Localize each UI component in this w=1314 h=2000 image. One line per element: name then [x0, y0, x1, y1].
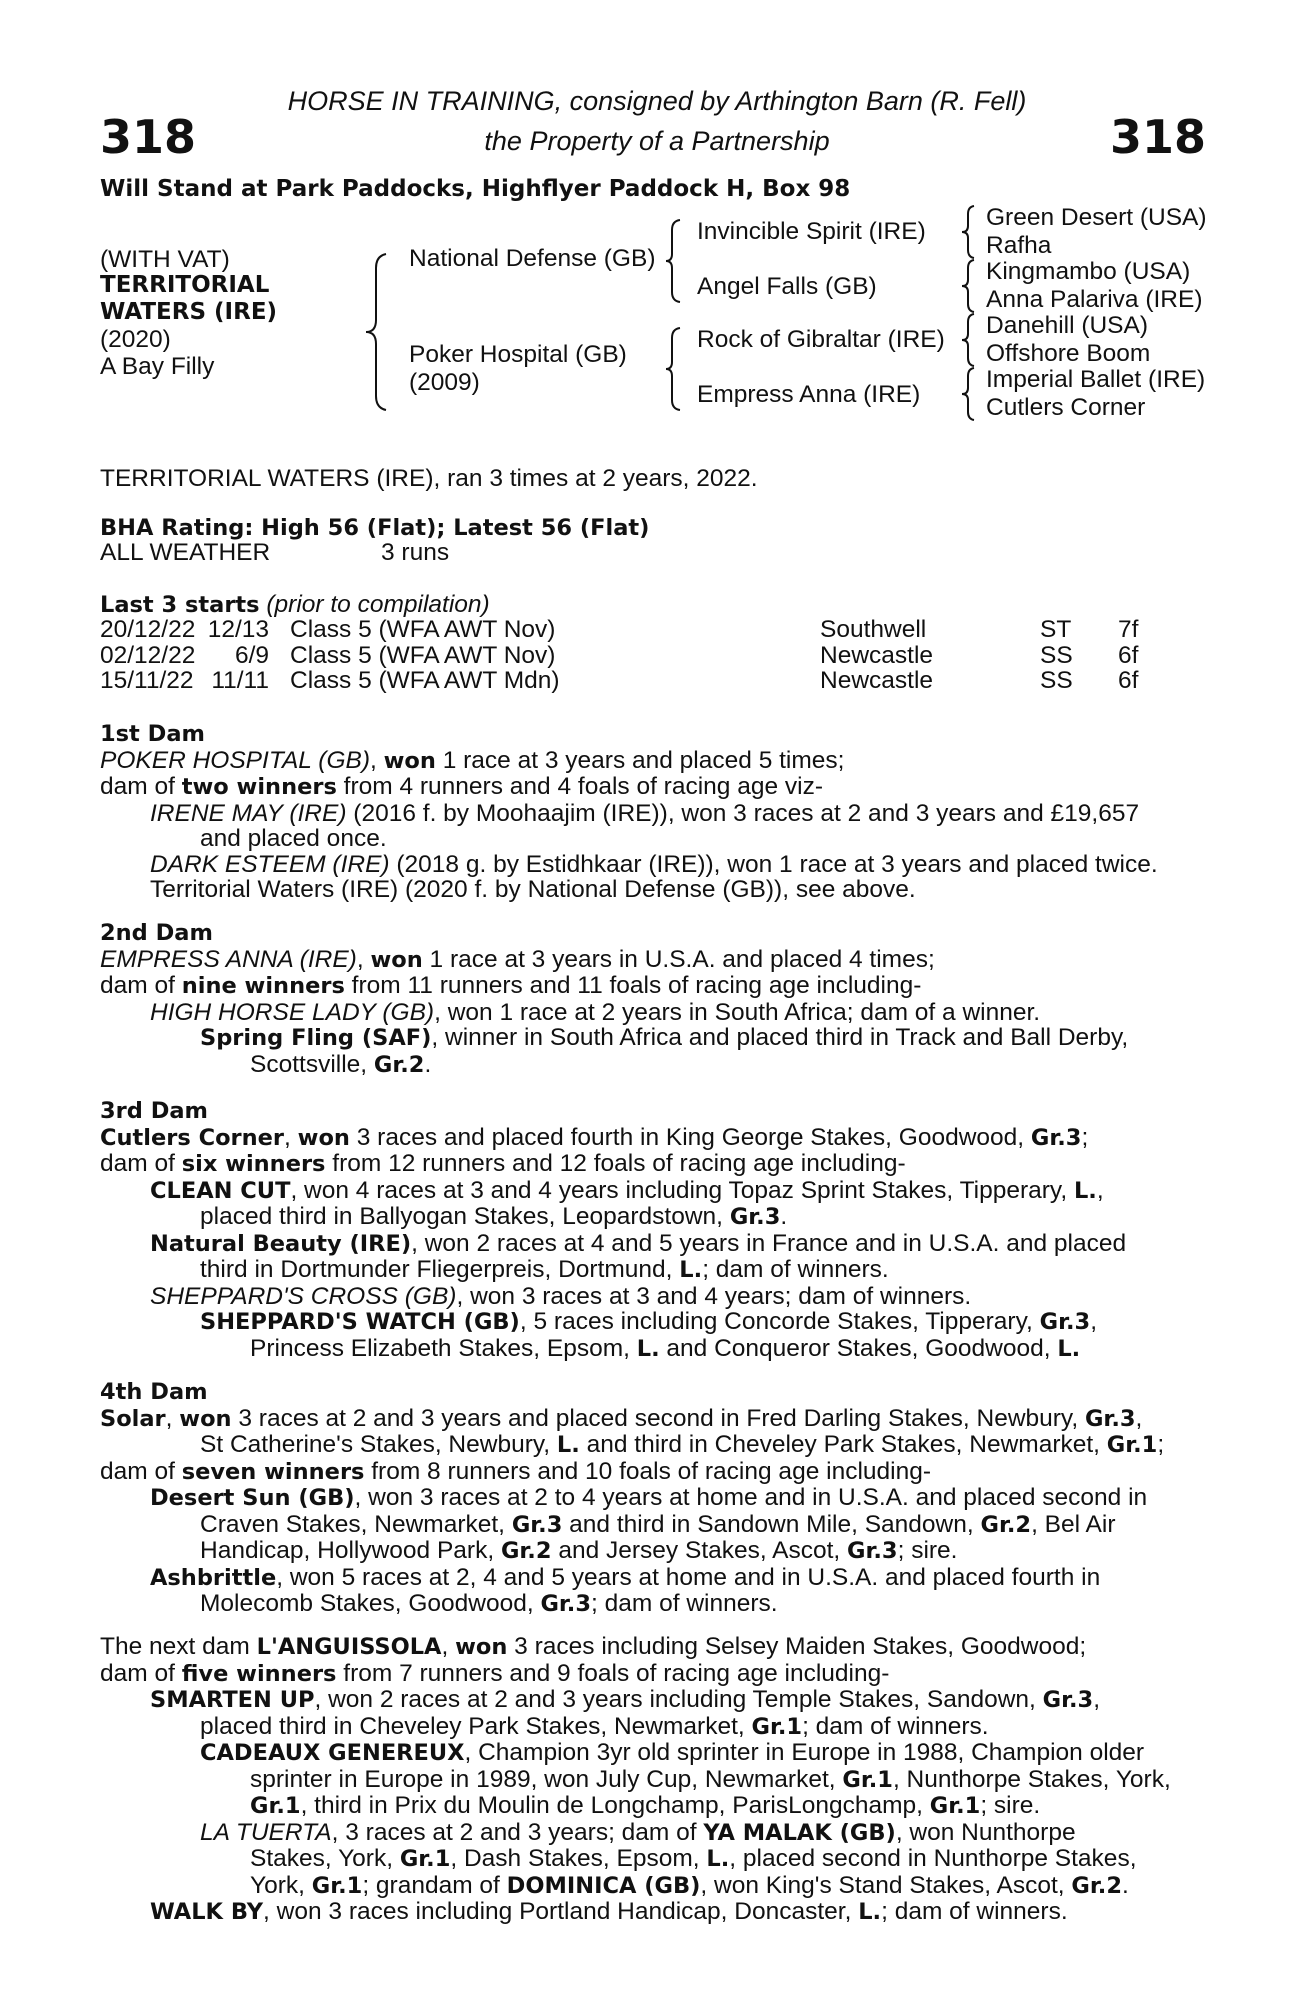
text-line	[100, 1025, 1210, 1052]
start-course: Newcastle	[820, 667, 934, 694]
text-segment: ,	[1135, 1404, 1143, 1432]
text-line	[100, 877, 1210, 903]
text-segment: Gr.1	[842, 1766, 893, 1793]
horse-name-2: WATERS (IRE)	[100, 299, 278, 325]
text-segment: DOMINICA (GB)	[506, 1872, 701, 1899]
text-segment: six winners	[181, 1151, 326, 1177]
pedigree-brace-ds	[960, 312, 978, 368]
text-segment: five winners	[181, 1660, 337, 1687]
text-segment: Gr.1	[1106, 1432, 1158, 1458]
horse-description: A Bay Filly	[100, 353, 215, 380]
pedigree-ssd: Rafha	[986, 232, 1052, 259]
text-segment: Solar	[100, 1405, 166, 1432]
section-title: 4th Dam	[100, 1379, 208, 1405]
text-segment: Handicap, Hollywood Park,	[200, 1537, 501, 1564]
pedigree-dsd: Offshore Boom	[986, 340, 1151, 367]
pedigree-sire-dam: Angel Falls (GB)	[697, 273, 877, 300]
text-segment: DARK ESTEEM (IRE)	[150, 850, 390, 878]
text-segment: won	[297, 1124, 350, 1151]
text-segment: (2016 f. by Moohaajim (IRE)), won 3 races at 2 and 3 years and £19,657	[346, 799, 1140, 827]
pedigree-brace-dam	[664, 326, 684, 412]
text-segment: Gr.3	[540, 1591, 592, 1617]
pedigree-sdd: Anna Palariva (IRE)	[986, 286, 1203, 313]
text-segment: IRENE MAY (IRE)	[150, 799, 347, 827]
text-segment: ;	[1157, 1431, 1165, 1458]
text-segment: 3 races and placed fourth in King George Stakes, Goodwood,	[349, 1123, 1031, 1151]
text-line	[100, 1151, 1210, 1178]
text-segment: L.	[1073, 1177, 1097, 1204]
text-line	[100, 1767, 1210, 1794]
lot-number-right: 318	[1109, 110, 1206, 164]
text-line	[100, 1793, 1210, 1820]
text-line	[100, 1336, 1210, 1363]
start-going: SS	[1040, 641, 1073, 669]
bha-rating: BHA Rating: High 56 (Flat); Latest 56 (Flat)	[100, 515, 650, 541]
pedigree-brace-dd	[960, 366, 978, 422]
text-segment: (2018 g. by Estidhkaar (IRE)), won 1 race at 3 years and placed twice.	[389, 850, 1158, 878]
text-line	[100, 1257, 1210, 1284]
text-segment: dam of	[100, 1457, 182, 1485]
horse-name-1: TERRITORIAL	[100, 272, 270, 298]
text-line	[100, 1634, 1210, 1661]
text-line	[100, 1485, 1210, 1512]
text-line	[100, 1459, 1210, 1486]
text-segment: , 5 races including Concorde Stakes, Tipperary,	[519, 1308, 1040, 1335]
text-segment: Gr.3	[1039, 1309, 1091, 1335]
text-segment: ,	[1090, 1308, 1097, 1335]
text-line	[100, 1052, 1210, 1079]
text-line	[100, 1565, 1210, 1592]
text-segment: CLEAN CUT	[150, 1177, 291, 1204]
text-segment: The next dam	[100, 1633, 257, 1660]
start-going: ST	[1040, 616, 1072, 643]
text-segment: , won 5 races at 2, 4 and 5 years at home and in U.S.A. and placed fourth in	[276, 1563, 1101, 1591]
text-segment: third in Dortmunder Fliegerpreis, Dortmund,	[200, 1256, 680, 1283]
text-segment: placed third in Ballyogan Stakes, Leopardstown,	[200, 1203, 730, 1230]
text-segment: CADEAUX GENEREUX	[200, 1740, 465, 1766]
text-line	[100, 1714, 1210, 1741]
text-segment: ; dam of winners.	[802, 1712, 989, 1740]
pedigree-sire: National Defense (GB)	[409, 245, 656, 272]
start-pos: 12/13	[207, 616, 269, 643]
text-segment: won	[455, 1634, 508, 1660]
last-starts-note: (prior to compilation)	[266, 591, 490, 618]
text-segment: , Champion 3yr old sprinter in Europe in 1988, Champion older	[464, 1739, 1145, 1766]
text-segment: ,	[441, 1633, 456, 1660]
start-dist: 6f	[1118, 667, 1139, 694]
surface-runs: 3 runs	[381, 539, 450, 566]
text-segment: and Conqueror Stakes, Goodwood,	[659, 1334, 1058, 1362]
text-segment: HIGH HORSE LADY (GB)	[150, 998, 435, 1026]
text-segment: Gr.3	[847, 1538, 898, 1564]
text-segment: L.	[706, 1846, 730, 1872]
text-segment: .	[780, 1203, 788, 1230]
text-segment: SHEPPARD'S CROSS (GB)	[150, 1282, 457, 1310]
start-date: 15/11/22	[100, 667, 194, 694]
text-segment: Spring Fling (SAF)	[200, 1025, 432, 1051]
start-course: Newcastle	[820, 641, 934, 669]
text-segment: ,	[165, 1404, 180, 1432]
text-segment: dam of	[100, 773, 182, 800]
text-segment: ,	[356, 945, 371, 973]
pedigree-brace-sire	[664, 218, 684, 304]
text-segment: , won 3 races at 3 and 4 years; dam of winners.	[456, 1282, 972, 1310]
text-segment: ; dam of winners.	[881, 1898, 1068, 1925]
text-segment: and third in Sandown Mile, Sandown,	[562, 1510, 981, 1538]
pedigree-sds: Kingmambo (USA)	[986, 258, 1191, 285]
text-segment: Gr.1	[399, 1846, 451, 1872]
consignor-line: HORSE IN TRAINING, consigned by Arthington Barn (R. Fell)	[287, 86, 1027, 116]
text-segment: Gr.2	[500, 1538, 552, 1564]
text-segment: won	[370, 946, 423, 973]
text-segment: ,	[1093, 1686, 1101, 1713]
text-segment: two winners	[181, 774, 337, 800]
text-segment: from 7 runners and 9 foals of racing age including-	[336, 1659, 890, 1687]
text-segment: , Dash Stakes, Epsom,	[450, 1845, 707, 1872]
pedigree-sss: Green Desert (USA)	[986, 204, 1207, 231]
text-line	[100, 1899, 1210, 1926]
text-segment: ,	[1096, 1176, 1104, 1204]
text-segment: Gr.3	[729, 1204, 781, 1230]
text-line	[100, 1000, 1210, 1026]
text-line	[100, 1284, 1210, 1310]
start-dist: 7f	[1118, 616, 1139, 643]
text-segment: dam of	[100, 1659, 182, 1687]
text-line	[100, 801, 1210, 827]
start-pos: 6/9	[234, 641, 269, 669]
text-segment: seven winners	[181, 1458, 365, 1485]
text-segment: ; dam of winners.	[702, 1256, 889, 1283]
text-segment: ,	[370, 746, 384, 774]
pedigree-dss: Danehill (USA)	[986, 312, 1149, 339]
text-segment: and third in Cheveley Park Stakes, Newmarket,	[579, 1431, 1107, 1458]
text-line	[100, 1231, 1210, 1258]
text-segment: Gr.3	[1030, 1124, 1082, 1151]
text-segment: , won Nunthorpe	[895, 1818, 1076, 1846]
pedigree-sire-sire: Invincible Spirit (IRE)	[697, 218, 926, 245]
third-dam-section	[100, 1099, 1210, 1362]
text-segment: ; grandam of	[362, 1871, 507, 1899]
text-segment: York,	[250, 1871, 312, 1899]
text-segment: from 12 runners and 12 foals of racing age including-	[325, 1150, 906, 1177]
text-line	[100, 1846, 1210, 1873]
vat-label: (WITH VAT)	[100, 246, 230, 273]
text-segment: L.	[679, 1257, 703, 1283]
start-race: Class 5 (WFA AWT Mdn)	[290, 667, 560, 694]
text-segment: dam of	[100, 1150, 182, 1177]
start-going: SS	[1040, 667, 1073, 694]
pedigree-dds: Imperial Ballet (IRE)	[986, 366, 1206, 393]
text-segment: , won King's Stand Stakes, Ascot,	[700, 1871, 1072, 1899]
text-segment: , Bel Air	[1031, 1510, 1116, 1538]
text-segment: won	[179, 1405, 232, 1432]
first-dam-section	[100, 722, 1210, 903]
pedigree-dam-sire: Rock of Gibraltar (IRE)	[697, 326, 945, 353]
text-segment: 3 races including Selsey Maiden Stakes, Goodwood;	[507, 1633, 1087, 1660]
text-segment: L.	[1057, 1335, 1081, 1362]
text-segment: and placed once.	[200, 825, 387, 852]
text-segment: Gr.2	[1071, 1872, 1122, 1899]
pedigree-brace-sd	[960, 258, 978, 314]
text-segment: Gr.3	[511, 1511, 563, 1538]
stand-line: Will Stand at Park Paddocks, Highflyer Paddock H, Box 98	[100, 176, 851, 202]
text-segment: , won 3 races including Portland Handicap, Doncaster,	[263, 1898, 859, 1925]
section-title: 2nd Dam	[100, 920, 213, 946]
text-segment: ,	[284, 1123, 298, 1151]
pedigree-ddd: Cutlers Corner	[986, 394, 1146, 421]
text-segment: , won 4 races at 3 and 4 years including Topaz Sprint Stakes, Tipperary,	[290, 1176, 1074, 1204]
text-segment: L.	[636, 1335, 660, 1362]
text-segment: Gr.3	[1042, 1687, 1094, 1713]
text-segment: ; dam of winners.	[591, 1590, 778, 1617]
fourth-dam-section	[100, 1380, 1210, 1618]
pedigree-dam: Poker Hospital (GB)	[409, 341, 627, 368]
text-segment: , won 2 races at 4 and 5 years in France and in U.S.A. and placed	[411, 1229, 1127, 1257]
text-segment: , Nunthorpe Stakes, York,	[892, 1765, 1171, 1793]
text-segment: Cutlers Corner	[100, 1124, 285, 1151]
text-segment: placed third in Cheveley Park Stakes, Newmarket,	[200, 1712, 752, 1740]
text-segment: dam of	[100, 972, 182, 999]
text-segment: Desert Sun (GB)	[150, 1485, 355, 1511]
text-segment: ; sire.	[897, 1537, 958, 1564]
next-dam-section	[100, 1634, 1210, 1926]
text-segment: from 11 runners and 11 foals of racing age including-	[344, 972, 922, 999]
text-segment: , third in Prix du Moulin de Longchamp, ParisLongchamp,	[300, 1792, 930, 1819]
text-line	[100, 1873, 1210, 1900]
text-segment: Craven Stakes, Newmarket,	[200, 1510, 512, 1538]
text-segment: Gr.2	[980, 1511, 1032, 1538]
text-segment: 1 race at 3 years in U.S.A. and placed 4 times;	[422, 945, 935, 973]
text-line	[100, 1512, 1210, 1539]
text-line	[100, 1538, 1210, 1565]
text-line	[100, 1309, 1210, 1336]
last-starts-title: Last 3 starts	[100, 592, 260, 618]
start-date: 20/12/22	[100, 616, 196, 643]
section-title: 3rd Dam	[100, 1098, 208, 1124]
text-line	[100, 973, 1210, 1000]
text-segment: YA MALAK (GB)	[703, 1819, 896, 1846]
text-segment: won	[383, 747, 436, 774]
text-segment: .	[424, 1050, 432, 1078]
text-segment: SHEPPARD'S WATCH (GB)	[200, 1309, 520, 1335]
text-line	[100, 1178, 1210, 1205]
text-segment: nine winners	[181, 973, 345, 999]
text-segment: , won 3 races at 2 to 4 years at home and in U.S.A. and placed second in	[354, 1484, 1148, 1511]
text-segment: from 4 runners and 4 foals of racing age viz-	[336, 773, 824, 800]
text-segment: L'ANGUISSOLA	[256, 1634, 442, 1660]
text-line	[100, 852, 1210, 878]
text-segment: Molecomb Stakes, Goodwood,	[200, 1590, 541, 1617]
text-segment: .	[1121, 1871, 1129, 1899]
text-segment: and Jersey Stakes, Ascot,	[551, 1537, 848, 1564]
text-segment: Gr.2	[373, 1051, 425, 1078]
text-line	[100, 748, 1210, 775]
text-segment: St Catherine's Stakes, Newbury,	[200, 1431, 557, 1458]
lot-number-left: 318	[100, 110, 197, 164]
text-segment: Gr.1	[751, 1713, 803, 1740]
text-segment: Scottsville,	[250, 1050, 374, 1078]
text-segment: L.	[556, 1432, 580, 1458]
text-line	[100, 1406, 1210, 1433]
text-segment: SMARTEN UP	[150, 1687, 315, 1713]
text-segment: Gr.1	[311, 1872, 363, 1899]
property-line: the Property of a Partnership	[484, 126, 830, 156]
last-starts-heading	[100, 591, 490, 619]
start-pos: 11/11	[211, 667, 269, 694]
text-line	[100, 1204, 1210, 1231]
start-date: 02/12/22	[100, 641, 196, 669]
text-line	[100, 1687, 1210, 1714]
text-line	[100, 1591, 1210, 1618]
text-segment: Natural Beauty (IRE)	[150, 1230, 412, 1257]
text-segment: WALK BY	[150, 1899, 264, 1925]
horse-year: (2020)	[100, 326, 171, 353]
text-line	[100, 774, 1210, 801]
pedigree-brace-ss	[960, 204, 978, 260]
text-line	[100, 1820, 1210, 1847]
section-title: 1st Dam	[100, 721, 205, 747]
start-race: Class 5 (WFA AWT Nov)	[290, 616, 556, 643]
text-segment: , placed second in Nunthorpe Stakes,	[729, 1845, 1137, 1872]
text-line	[100, 1740, 1210, 1767]
start-race: Class 5 (WFA AWT Nov)	[290, 641, 556, 669]
text-segment: , 3 races at 2 and 3 years; dam of	[331, 1818, 704, 1846]
text-line	[100, 947, 1210, 974]
pedigree-brace-main	[364, 252, 390, 412]
text-segment: ;	[1081, 1123, 1089, 1151]
text-segment: POKER HOSPITAL (GB)	[100, 746, 371, 774]
start-dist: 6f	[1118, 641, 1139, 669]
text-line	[100, 1661, 1210, 1688]
text-segment: 1 race at 3 years and placed 5 times;	[435, 746, 845, 774]
text-line	[100, 826, 1210, 852]
text-segment: from 8 runners and 10 foals of racing age including-	[364, 1457, 931, 1485]
text-segment: , winner in South Africa and placed third in Track and Ball Derby,	[431, 1024, 1129, 1051]
pedigree-dam-year: (2009)	[409, 369, 480, 396]
text-segment: Gr.3	[1084, 1405, 1136, 1432]
text-segment: Gr.1	[250, 1793, 301, 1819]
text-segment: Gr.1	[929, 1793, 981, 1819]
text-segment: LA TUERTA	[200, 1818, 332, 1846]
text-segment: 3 races at 2 and 3 years and placed second in Fred Darling Stakes, Newbury,	[231, 1404, 1085, 1432]
text-segment: Stakes, York,	[250, 1845, 400, 1872]
text-segment: Territorial Waters (IRE) (2020 f. by National Defense (GB)), see above.	[150, 876, 916, 903]
text-line	[100, 1125, 1210, 1152]
text-segment: Ashbrittle	[150, 1564, 277, 1591]
text-segment: , won 1 race at 2 years in South Africa; dam of a winner.	[434, 998, 1041, 1026]
surface-label: ALL WEATHER	[100, 539, 271, 566]
text-segment: ; sire.	[980, 1792, 1041, 1819]
text-segment: EMPRESS ANNA (IRE)	[100, 945, 357, 973]
text-segment: Princess Elizabeth Stakes, Epsom,	[250, 1334, 637, 1362]
second-dam-section	[100, 921, 1210, 1078]
race-summary: TERRITORIAL WATERS (IRE), ran 3 times at 2 years, 2022.	[100, 465, 758, 492]
text-segment: sprinter in Europe in 1989, won July Cup, Newmarket,	[250, 1765, 843, 1793]
text-segment: L.	[858, 1899, 882, 1925]
start-course: Southwell	[820, 616, 927, 643]
text-line	[100, 1432, 1210, 1459]
text-segment: , won 2 races at 2 and 3 years including Temple Stakes, Sandown,	[314, 1686, 1043, 1713]
pedigree-dam-dam: Empress Anna (IRE)	[697, 381, 921, 408]
